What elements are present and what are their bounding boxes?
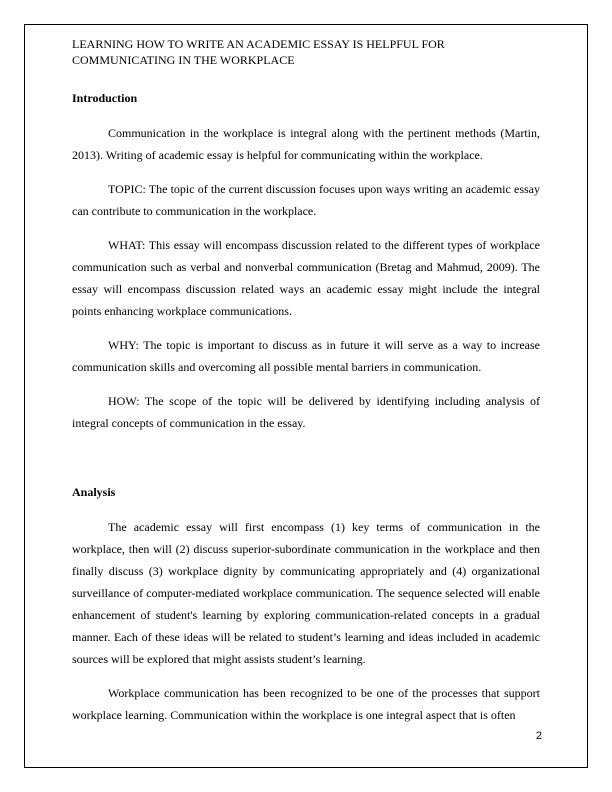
running-header: LEARNING HOW TO WRITE AN ACADEMIC ESSAY IS HELPFUL FOR COMMUNICATING IN THE WORKPLACE bbox=[72, 37, 445, 67]
section-heading-introduction: Introduction bbox=[72, 91, 138, 105]
document-body bbox=[72, 36, 540, 726]
paragraph-analysis-1: The academic essay will first encompass (1) key terms of communication in the workplace, then will (2) discuss superior-subordinate communication in the workplace and then finally discuss (3) workplace dignity by communicating appropriately and (4) organizational surveillance of computer-mediated workplace communication. The sequence selected will enable enhancement of student's learning by exploring communication-related concepts in a gradual manner. Each of these ideas will be related to student’s learning and ideas included in academic sources will be explored that might assists student’s learning. bbox=[72, 520, 540, 666]
paragraph-how: HOW: The scope of the topic will be delivered by identifying including analysis of integral concepts of communication in the essay. bbox=[72, 394, 540, 430]
paragraph-topic: TOPIC: The topic of the current discussion focuses upon ways writing an academic essay can contribute to communication in the workplace. bbox=[72, 182, 540, 218]
paragraph-analysis-2: Workplace communication has been recognized to be one of the processes that support workplace learning. Communication within the workplace is one integral aspect that is often bbox=[72, 686, 540, 722]
page-number: 2 bbox=[535, 730, 542, 742]
paragraph-why: WHY: The topic is important to discuss as in future it will serve as a way to increase communication skills and overcoming all possible mental barriers in communication. bbox=[72, 338, 540, 374]
paragraph-intro-1: Communication in the workplace is integral along with the pertinent methods (Martin, 2013). Writing of academic essay is helpful for communicating within the workplace. bbox=[72, 126, 540, 162]
section-heading-analysis: Analysis bbox=[72, 485, 116, 499]
paragraph-what: WHAT: This essay will encompass discussion related to the different types of workplace communication such as verbal and nonverbal communication (Bretag and Mahmud, 2009). The essay will encompass discussion related ways an academic essay might include the integral points enhancing workplace communications. bbox=[72, 238, 540, 318]
